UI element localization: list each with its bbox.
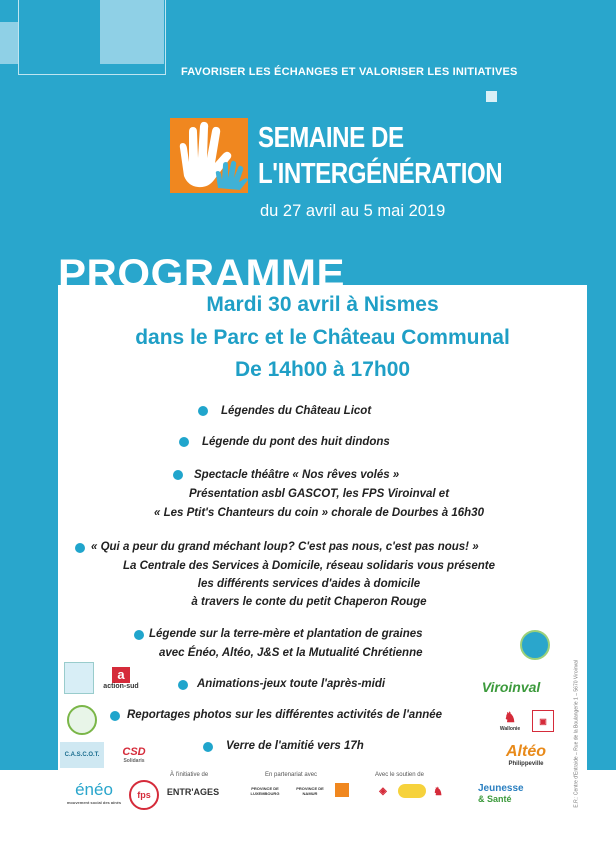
entrages-logo: ENTR'AGES: [166, 787, 220, 797]
item-4-line-1: « Qui a peur du grand méchant loup? C'est pas nous, c'est pas nous! »: [91, 541, 479, 553]
jeunesse-sante-logo: [478, 780, 550, 806]
item-5-line-1: Légende sur la terre-mère et plantation de graines: [149, 628, 423, 640]
item-4-line-3: les différents services d'aides à domicile: [197, 578, 421, 590]
heading-time: De 14h00 à 17h00: [234, 358, 411, 381]
photo-logo: [64, 662, 94, 694]
publisher-note: E.R.: Centre d'Entraide – Rue de la Boulangerie 1 – 5670 Viroinval: [574, 660, 580, 808]
prov-lux-logo: PROVINCE DE LUXEMBOURG: [250, 786, 280, 796]
item-6: Animations-jeux toute l'après-midi: [197, 678, 386, 690]
sante-label: & Santé: [478, 793, 512, 804]
fps-logo: fps: [129, 780, 159, 810]
jeunesse-round-logo: [520, 630, 550, 660]
deco-small-square: [486, 91, 497, 102]
wallonie-logo: [497, 706, 523, 734]
item-3-line-3: « Les Ptit's Chanteurs du coin » chorale de Dourbes à 16h30: [154, 507, 484, 519]
event-dates: du 27 avril au 5 mai 2019: [260, 202, 446, 220]
item-3-line-2: Présentation asbl GASCOT, les FPS Viroinval et: [188, 488, 450, 500]
wallonie-label: Wallonie: [499, 725, 521, 732]
programme-label: PROGRAMME: [58, 252, 346, 296]
item-1: Légendes du Château Licot: [221, 405, 372, 417]
eneo-label: énéo: [75, 779, 113, 799]
viroinval-logo: Viroinval: [481, 679, 541, 695]
csd-sub: Solidaris: [123, 758, 145, 764]
sponsor-2-logo: [398, 784, 426, 798]
bullet-icon: [203, 742, 213, 752]
bullet-icon: [110, 711, 120, 721]
caption-initiative: À l'initiative de: [170, 772, 209, 778]
cascot-logo: C.A.S.C.O.T.: [60, 742, 104, 768]
wallonie-small-logo: ♞: [433, 785, 443, 798]
bullet-icon: [198, 406, 208, 416]
item-2: Légende du pont des huit dindons: [202, 436, 390, 448]
action-sud-label: action-sud: [103, 682, 139, 690]
tagline: FAVORISER LES ÉCHANGES ET VALORISER LES INITIATIVES: [181, 66, 518, 78]
action-sud-logo: a action-sud: [103, 666, 139, 690]
title-line-2: L'INTERGÉNÉRATION: [258, 158, 503, 190]
red-square-logo: ▣: [532, 710, 554, 732]
rooster-icon: ♞: [503, 708, 517, 725]
hands-icon: [170, 118, 248, 193]
deco-outline-top: [18, 0, 166, 75]
alteo-label: Altéo: [506, 743, 546, 760]
sponsor-1-logo: ◈: [379, 785, 387, 797]
bullet-icon: [178, 680, 188, 690]
caption-soutien: Avec le soutien de: [375, 772, 424, 778]
heading-date: Mardi 30 avril à Nismes: [206, 293, 439, 316]
eneo-sub: mouvement social des aînés: [66, 799, 122, 805]
caption-partenariat: En partenariat avec: [265, 772, 318, 778]
item-7: Reportages photos sur les différentes activités de l'année: [127, 709, 443, 721]
bullet-icon: [75, 543, 85, 553]
bullet-icon: [134, 630, 144, 640]
item-3-line-1: Spectacle théâtre « Nos rêves volés »: [194, 469, 400, 481]
csd-label: CSD: [122, 746, 146, 758]
item-8: Verre de l'amitié vers 17h: [226, 740, 364, 752]
heading-location: dans le Parc et le Château Communal: [135, 326, 510, 349]
hands-logo: [170, 118, 248, 193]
csd-logo: [116, 742, 152, 768]
alteo-sub: Philippeville: [508, 761, 544, 767]
bullet-icon: [173, 470, 183, 480]
orange-square-logo: [335, 783, 349, 797]
prov-namur-logo: PROVINCE DE NAMUR: [296, 786, 324, 796]
deco-square-left: [0, 22, 18, 64]
bullet-icon: [179, 437, 189, 447]
eneo-logo: [64, 778, 124, 806]
mutualite-logo: [67, 705, 97, 735]
item-4-line-4: à travers le conte du petit Chaperon Rouge: [191, 596, 427, 608]
item-4-line-2: La Centrale des Services à Domicile, réseau solidaris vous présente: [122, 560, 495, 572]
jeunesse-label: Jeunesse: [478, 782, 524, 794]
alteo-logo: [500, 740, 552, 770]
title-line-1: SEMAINE DE: [258, 122, 404, 154]
item-5-line-2: avec Énéo, Altéo, J&S et la Mutualité Chrétienne: [159, 647, 423, 659]
